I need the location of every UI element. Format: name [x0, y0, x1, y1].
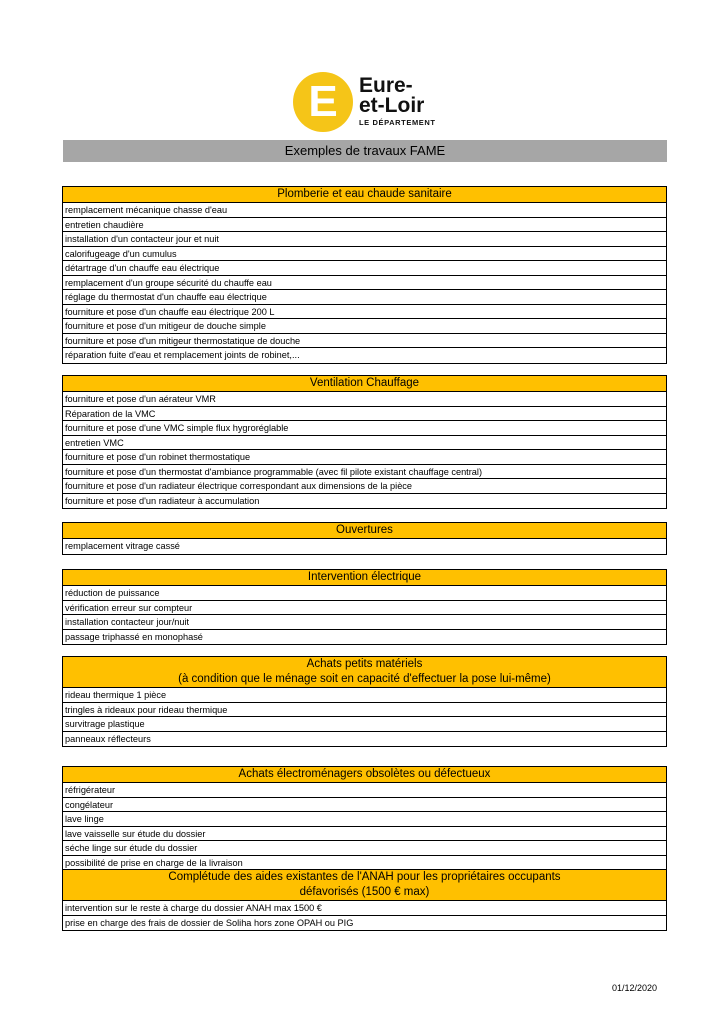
section-6: [62, 869, 667, 931]
table-row: fourniture et pose d'un aérateur VMR: [63, 392, 666, 407]
table-row: survitrage plastique: [63, 717, 666, 732]
table-row: prise en charge des frais de dossier de Soliha hors zone OPAH ou PIG: [65, 917, 354, 928]
section-heading: [63, 187, 666, 203]
logo-text: [359, 76, 469, 127]
section-1: [62, 375, 667, 509]
table-row: fourniture et pose d'un radiateur électrique correspondant aux dimensions de la pièce: [63, 479, 666, 494]
table-row: intervention sur le reste à charge du dossier ANAH max 1500 €: [63, 901, 666, 916]
table-row: détartrage d'un chauffe eau électrique: [63, 261, 666, 276]
section-heading: [63, 870, 666, 901]
section-heading-line: Achats petits matériels: [306, 658, 423, 670]
table-row: séche linge sur étude du dossier: [63, 841, 666, 856]
table-row: vérification erreur sur compteur: [63, 601, 666, 616]
logo-line-2: et-Loir: [359, 94, 425, 117]
section-2: [62, 522, 667, 555]
table-row: réduction de puissance: [63, 586, 666, 601]
table-row: entretien chaudière: [63, 218, 666, 233]
table-row: congélateur: [63, 798, 666, 813]
section-heading-line: Plomberie et eau chaude sanitaire: [277, 188, 452, 200]
table-row: remplacement vitrage cassé: [65, 541, 180, 551]
section-heading-line: Complétude des aides existantes de l'ANAH pour les propriétaires occupants: [168, 871, 561, 883]
table-row: remplacement d'un groupe sécurité du chauffe eau: [63, 276, 666, 291]
table-row: tringles à rideaux pour rideau thermique: [63, 703, 666, 718]
table-row: réglage du thermostat d'un chauffe eau électrique: [63, 290, 666, 305]
section-heading-line: Achats électroménagers obsolètes ou défectueux: [238, 768, 491, 780]
table-row: rideau thermique 1 pièce: [63, 688, 666, 703]
section-heading: [63, 657, 666, 688]
section-3: [62, 569, 667, 645]
footer-date: 01/12/2020: [612, 983, 658, 993]
logo-letter: E: [308, 77, 338, 126]
section-heading-line: Ouvertures: [336, 524, 393, 536]
table-row: calorifugeage d'un cumulus: [63, 247, 666, 262]
section-0: [62, 186, 667, 364]
section-heading-line: (à condition que le ménage soit en capacité d'effectuer la pose lui-même): [178, 673, 551, 685]
logo-line-1: Eure-: [359, 74, 413, 97]
logo-line-3: LE DÉPARTEMENT: [359, 118, 436, 127]
table-row: remplacement mécanique chasse d'eau: [63, 203, 666, 218]
table-row: installation contacteur jour/nuit: [63, 615, 666, 630]
section-heading: [63, 767, 666, 783]
table-row: Réparation de la VMC: [63, 407, 666, 422]
section-4: [62, 656, 667, 747]
section-heading: [63, 523, 666, 539]
table-row: fourniture et pose d'un mitigeur thermostatique de douche: [63, 334, 666, 349]
section-heading: [63, 376, 666, 392]
table-row: fourniture et pose d'un radiateur à accumulation: [65, 495, 260, 506]
section-5: [62, 766, 667, 871]
section-heading: [63, 570, 666, 586]
page-title: Exemples de travaux FAME: [63, 140, 667, 162]
table-row: lave vaisselle sur étude du dossier: [63, 827, 666, 842]
table-row: panneaux réflecteurs: [65, 733, 151, 744]
section-heading-line: Ventilation Chauffage: [309, 377, 420, 389]
table-row: possibilité de prise en charge de la livraison: [65, 857, 243, 868]
table-row: entretien VMC: [63, 436, 666, 451]
table-row: installation d'un contacteur jour et nuit: [63, 232, 666, 247]
table-row: réparation fuite d'eau et remplacement joints de robinet,...: [65, 350, 300, 360]
table-row: fourniture et pose d'une VMC simple flux hygroréglable: [63, 421, 666, 436]
table-row: fourniture et pose d'un thermostat d'ambiance programmable (avec fil pilote existant chauffage central): [63, 465, 666, 480]
table-row: lave linge: [63, 812, 666, 827]
section-heading-line: défavorisés (1500 € max): [299, 886, 430, 898]
table-row: réfrigérateur: [63, 783, 666, 798]
table-row: passage triphassé en monophasé: [65, 631, 203, 642]
table-row: fourniture et pose d'un robinet thermostatique: [63, 450, 666, 465]
section-heading-line: Intervention électrique: [307, 571, 422, 583]
table-row: fourniture et pose d'un mitigeur de douche simple: [63, 319, 666, 334]
table-row: fourniture et pose d'un chauffe eau électrique 200 L: [63, 305, 666, 320]
